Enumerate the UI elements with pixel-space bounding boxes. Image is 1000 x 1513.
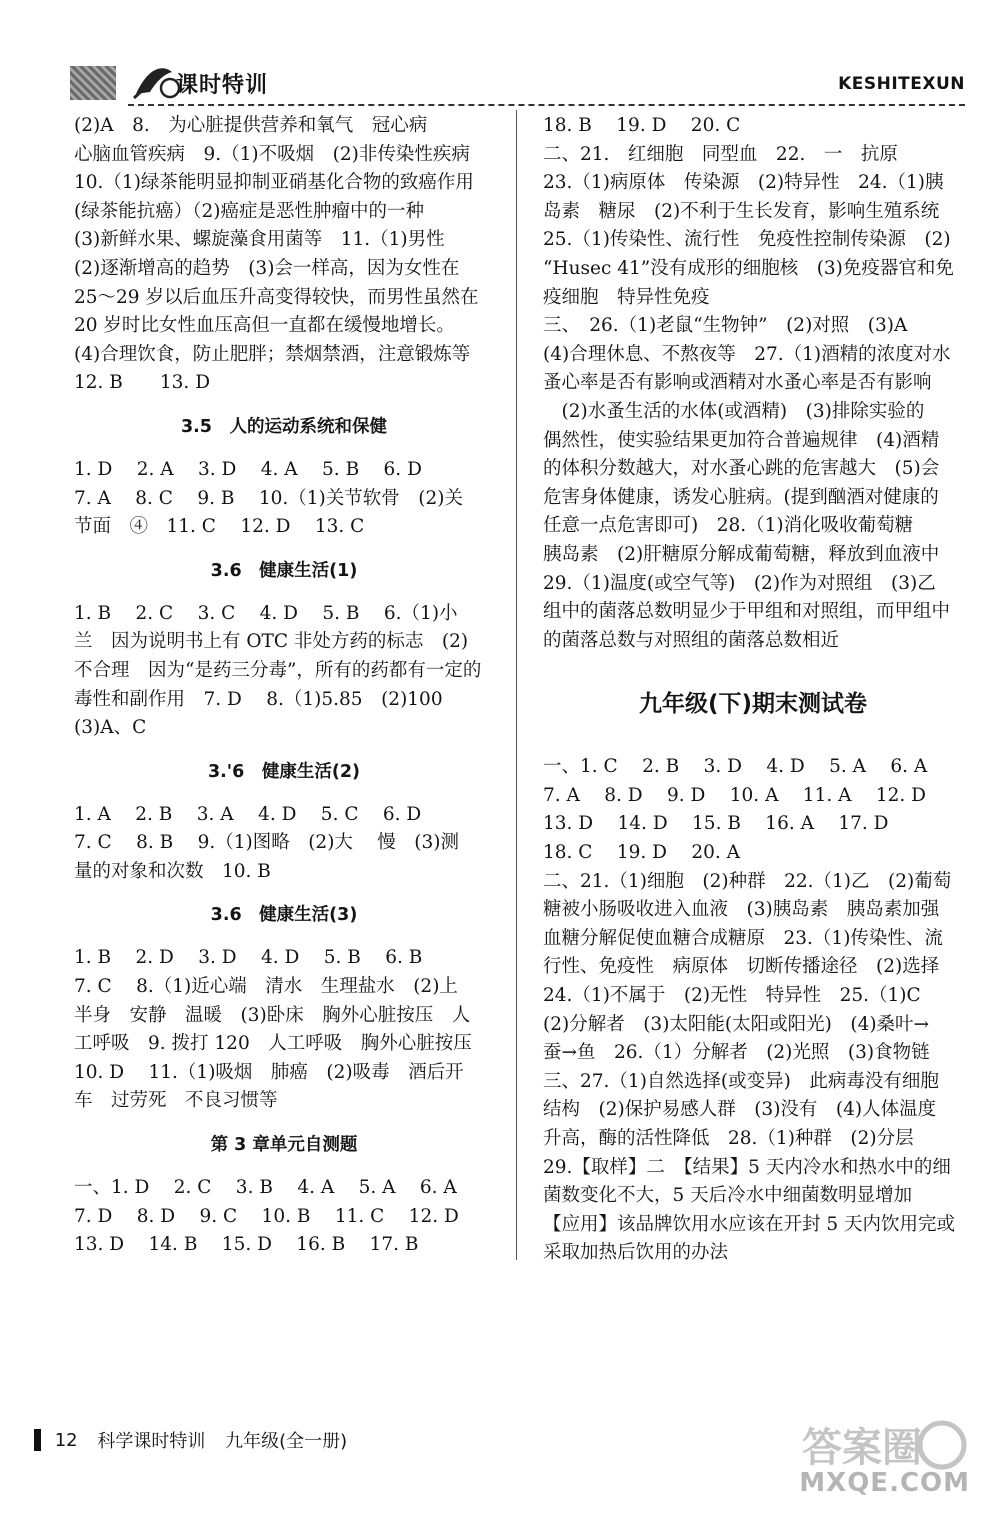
answer-line: 量的对象和次数 10. B <box>74 860 271 882</box>
answer-line: 危害身体健康，诱发心脏病。(提到酗酒对健康的 <box>543 486 939 508</box>
answer-line: 一、1. C 2. B 3. D 4. D 5. A 6. A <box>543 756 928 778</box>
footer-bar-mark <box>34 1429 41 1451</box>
answer-line: 的体积分数越大，对水蚤心跳的危害越大 (5)会 <box>543 458 940 480</box>
section-heading: 3.6 健康生活(3) <box>210 905 358 926</box>
answer-line: 蚕→鱼 26.（1）分解者 (2)光照 (3)食物链 <box>543 1042 930 1064</box>
answer-line: 13. D 14. D 15. B 16. A 17. D <box>543 813 889 835</box>
answer-line: 23.（1)病原体 传染源 (2)特异性 24.（1)胰 <box>543 172 944 194</box>
answer-line: 结构 (2)保护易感人群 (3)没有 (4)人体温度 <box>543 1099 937 1121</box>
answer-line: 的菌落总数与对照组的菌落总数相近 <box>543 629 840 651</box>
watermark-logo-chars: 答案圈 <box>802 1425 922 1471</box>
answer-line: 24.（1)不属于 (2)无性 特异性 25.（1)C <box>543 985 921 1007</box>
answer-line: 7. A 8. D 9. D 10. A 11. A 12. D <box>543 784 926 806</box>
answer-line: 7. A 8. C 9. B 10.（1)关节软骨 (2)关 <box>74 487 463 509</box>
answer-line: 二、21.（1)细胞 (2)种群 22.（1)乙 (2)葡萄 <box>543 870 952 892</box>
answer-line: 岛素 糖尿 (2)不利于生长发育，影响生殖系统 <box>543 200 940 222</box>
header-dashed-rule <box>128 104 965 106</box>
header-title: 课时特训 <box>176 73 269 98</box>
answer-line: 采取加热后饮用的办法 <box>543 1242 729 1264</box>
answer-line: 偶然性，使实验结果更加符合普遍规律 (4)酒精 <box>543 429 940 451</box>
answer-line: 一、1. D 2. C 3. B 4. A 5. A 6. A <box>74 1177 457 1199</box>
section-heading: 3.5 人的运动系统和保健 <box>180 416 387 437</box>
answer-line: 29.【取样】二 【结果】5 天内冷水和热水中的细 <box>543 1156 951 1178</box>
page-footer <box>34 1427 361 1453</box>
answer-line: 1. A 2. B 3. A 4. D 5. C 6. D <box>74 803 422 825</box>
answer-line: 心脑血管疾病 9.（1)不吸烟 (2)非传染性疾病 <box>74 143 470 165</box>
answer-line: 节面 ④ 11. C 12. D 13. C <box>74 516 365 538</box>
answer-line: (2)分解者 (3)太阳能(太阳或阳光) (4)桑叶→ <box>543 1013 930 1035</box>
answer-line: (4)合理休息、不熬夜等 27.（1)酒精的浓度对水 <box>543 343 951 365</box>
answer-line: (2)逐渐增高的趋势 (3)会一样高，因为女性在 <box>74 257 460 279</box>
answer-line: 29.（1)温度(或空气等) (2)作为对照组 (3)乙 <box>543 572 936 594</box>
answer-line: 1. B 2. C 3. C 4. D 5. B 6.（1)小 <box>74 602 458 624</box>
answer-line: 蚤心率是否有影响或酒精对水蚤心率是否有影响 <box>543 372 932 394</box>
answer-line: 血糖分解促使血糖合成糖原 23.（1)传染性、流 <box>543 927 943 949</box>
test-title: 九年级(下)期末测试卷 <box>638 691 868 718</box>
answer-line: (4)合理饮食，防止肥胖；禁烟禁酒，注意锻炼等 <box>74 343 471 365</box>
answer-line: 【应用】该品牌饮用水应该在开封 5 天内饮用完或 <box>543 1213 956 1235</box>
header-right-text: KESHITEXUN <box>838 74 965 94</box>
answer-line: 7. C 8. B 9.（1)图略 (2)大 慢 (3)测 <box>74 832 460 854</box>
answer-line: 1. D 2. A 3. D 4. A 5. B 6. D <box>74 458 422 480</box>
answer-line: (3)A、C <box>74 717 147 739</box>
answer-line: 7. C 8.（1)近心端 清水 生理盐水 (2)上 <box>74 976 458 998</box>
answer-line: 13. D 14. B 15. D 16. B 17. B <box>74 1234 419 1256</box>
answer-line: 不合理 因为“是药三分毒”，所有的药都有一定的 <box>74 659 482 681</box>
answer-line: 胰岛素 (2)肝糖原分解成葡萄糖，释放到血液中 <box>543 543 940 565</box>
answer-line: 12. B 13. D <box>74 372 211 394</box>
section-heading: 3.'6 健康生活(2) <box>207 761 361 782</box>
header-pattern-block <box>70 66 116 100</box>
watermark-text: MXQE.COM <box>799 1468 970 1498</box>
answer-line: 二、21. 红细胞 同型血 22. 一 抗原 <box>543 143 898 165</box>
answer-line: (绿茶能抗癌）（2)癌症是恶性肿瘤中的一种 <box>74 200 424 222</box>
page-header <box>70 58 965 102</box>
left-column <box>74 112 494 1260</box>
answer-line: “Husec 41”没有成形的细胞核 (3)免疫器官和免 <box>543 257 954 279</box>
answer-line: 组中的菌落总数明显少于甲组和对照组，而甲组中 <box>543 601 951 623</box>
answer-line: 菌数变化不大，5 天后冷水中细菌数明显增加 <box>543 1185 913 1207</box>
answer-line: 行性、免疫性 病原体 切断传播途径 (2)选择 <box>543 956 940 978</box>
answer-line: (2)A 8. 为心脏提供营养和氧气 冠心病 <box>74 115 428 136</box>
answer-line: 三、 26.（1)老鼠“生物钟” (2)对照 (3)A <box>543 315 908 337</box>
column-divider <box>516 110 517 1260</box>
answer-line: 半身 安静 温暖 (3)卧床 胸外心脏按压 人 <box>74 1004 471 1026</box>
answer-line: 18. B 19. D 20. C <box>543 115 741 136</box>
answer-line: 7. D 8. D 9. C 10. B 11. C 12. D <box>74 1205 459 1227</box>
answer-line: 疫细胞 特异性免疫 <box>543 286 710 308</box>
answer-line: 工呼吸 9. 拨打 120 人工呼吸 胸外心脏按压 <box>74 1033 472 1055</box>
book-title: 科学课时特训 <box>97 1431 206 1452</box>
answer-line: (3)新鲜水果、螺旋藻食用菌等 11.（1)男性 <box>74 229 445 251</box>
answer-line: 25.（1)传染性、流行性 免疫性控制传染源 (2) <box>543 229 951 251</box>
answer-line: 升高，酶的活性降低 28.（1)种群 (2)分层 <box>543 1128 914 1149</box>
grade-label: 九年级(全一册) <box>225 1431 348 1452</box>
answer-line: 20 岁时比女性血压高但一直都在缓慢地增长。 <box>74 315 455 337</box>
page-number: 12 <box>54 1429 78 1451</box>
section-heading: 3.6 健康生活(1) <box>210 560 358 581</box>
answer-line: 18. C 19. D 20. A <box>543 842 741 864</box>
answer-line: 糖被小肠吸收进入血液 (3)胰岛素 胰岛素加强 <box>543 899 940 921</box>
answer-line: (2)水蚤生活的水体(或酒精) (3)排除实验的 <box>543 400 925 422</box>
answer-line: 10. D 11.（1)吸烟 肺癌 (2)吸毒 酒后开 <box>74 1061 464 1083</box>
answer-line: 1. B 2. D 3. D 4. D 5. B 6. B <box>74 947 423 969</box>
right-column <box>543 112 963 1268</box>
section-heading: 第 3 章单元自测题 <box>210 1135 358 1156</box>
answer-line: 25～29 岁以后血压升高变得较快，而男性虽然在 <box>74 286 479 308</box>
answer-line: 任意一点危害即可) 28.（1)消化吸收葡萄糖 <box>543 515 914 537</box>
answer-line: 10.（1)绿茶能明显抑制亚硝基化合物的致癌作用 <box>74 172 474 194</box>
answer-line: 毒性和副作用 7. D 8.（1)5.85 (2)100 <box>74 688 443 710</box>
answer-line: 车 过劳死 不良习惯等 <box>74 1090 278 1112</box>
answer-line: 兰 因为说明书上有 OTC 非处方药的标志 (2) <box>74 631 469 653</box>
answer-line: 三、27.（1)自然选择(或变异) 此病毒没有细胞 <box>543 1070 939 1092</box>
